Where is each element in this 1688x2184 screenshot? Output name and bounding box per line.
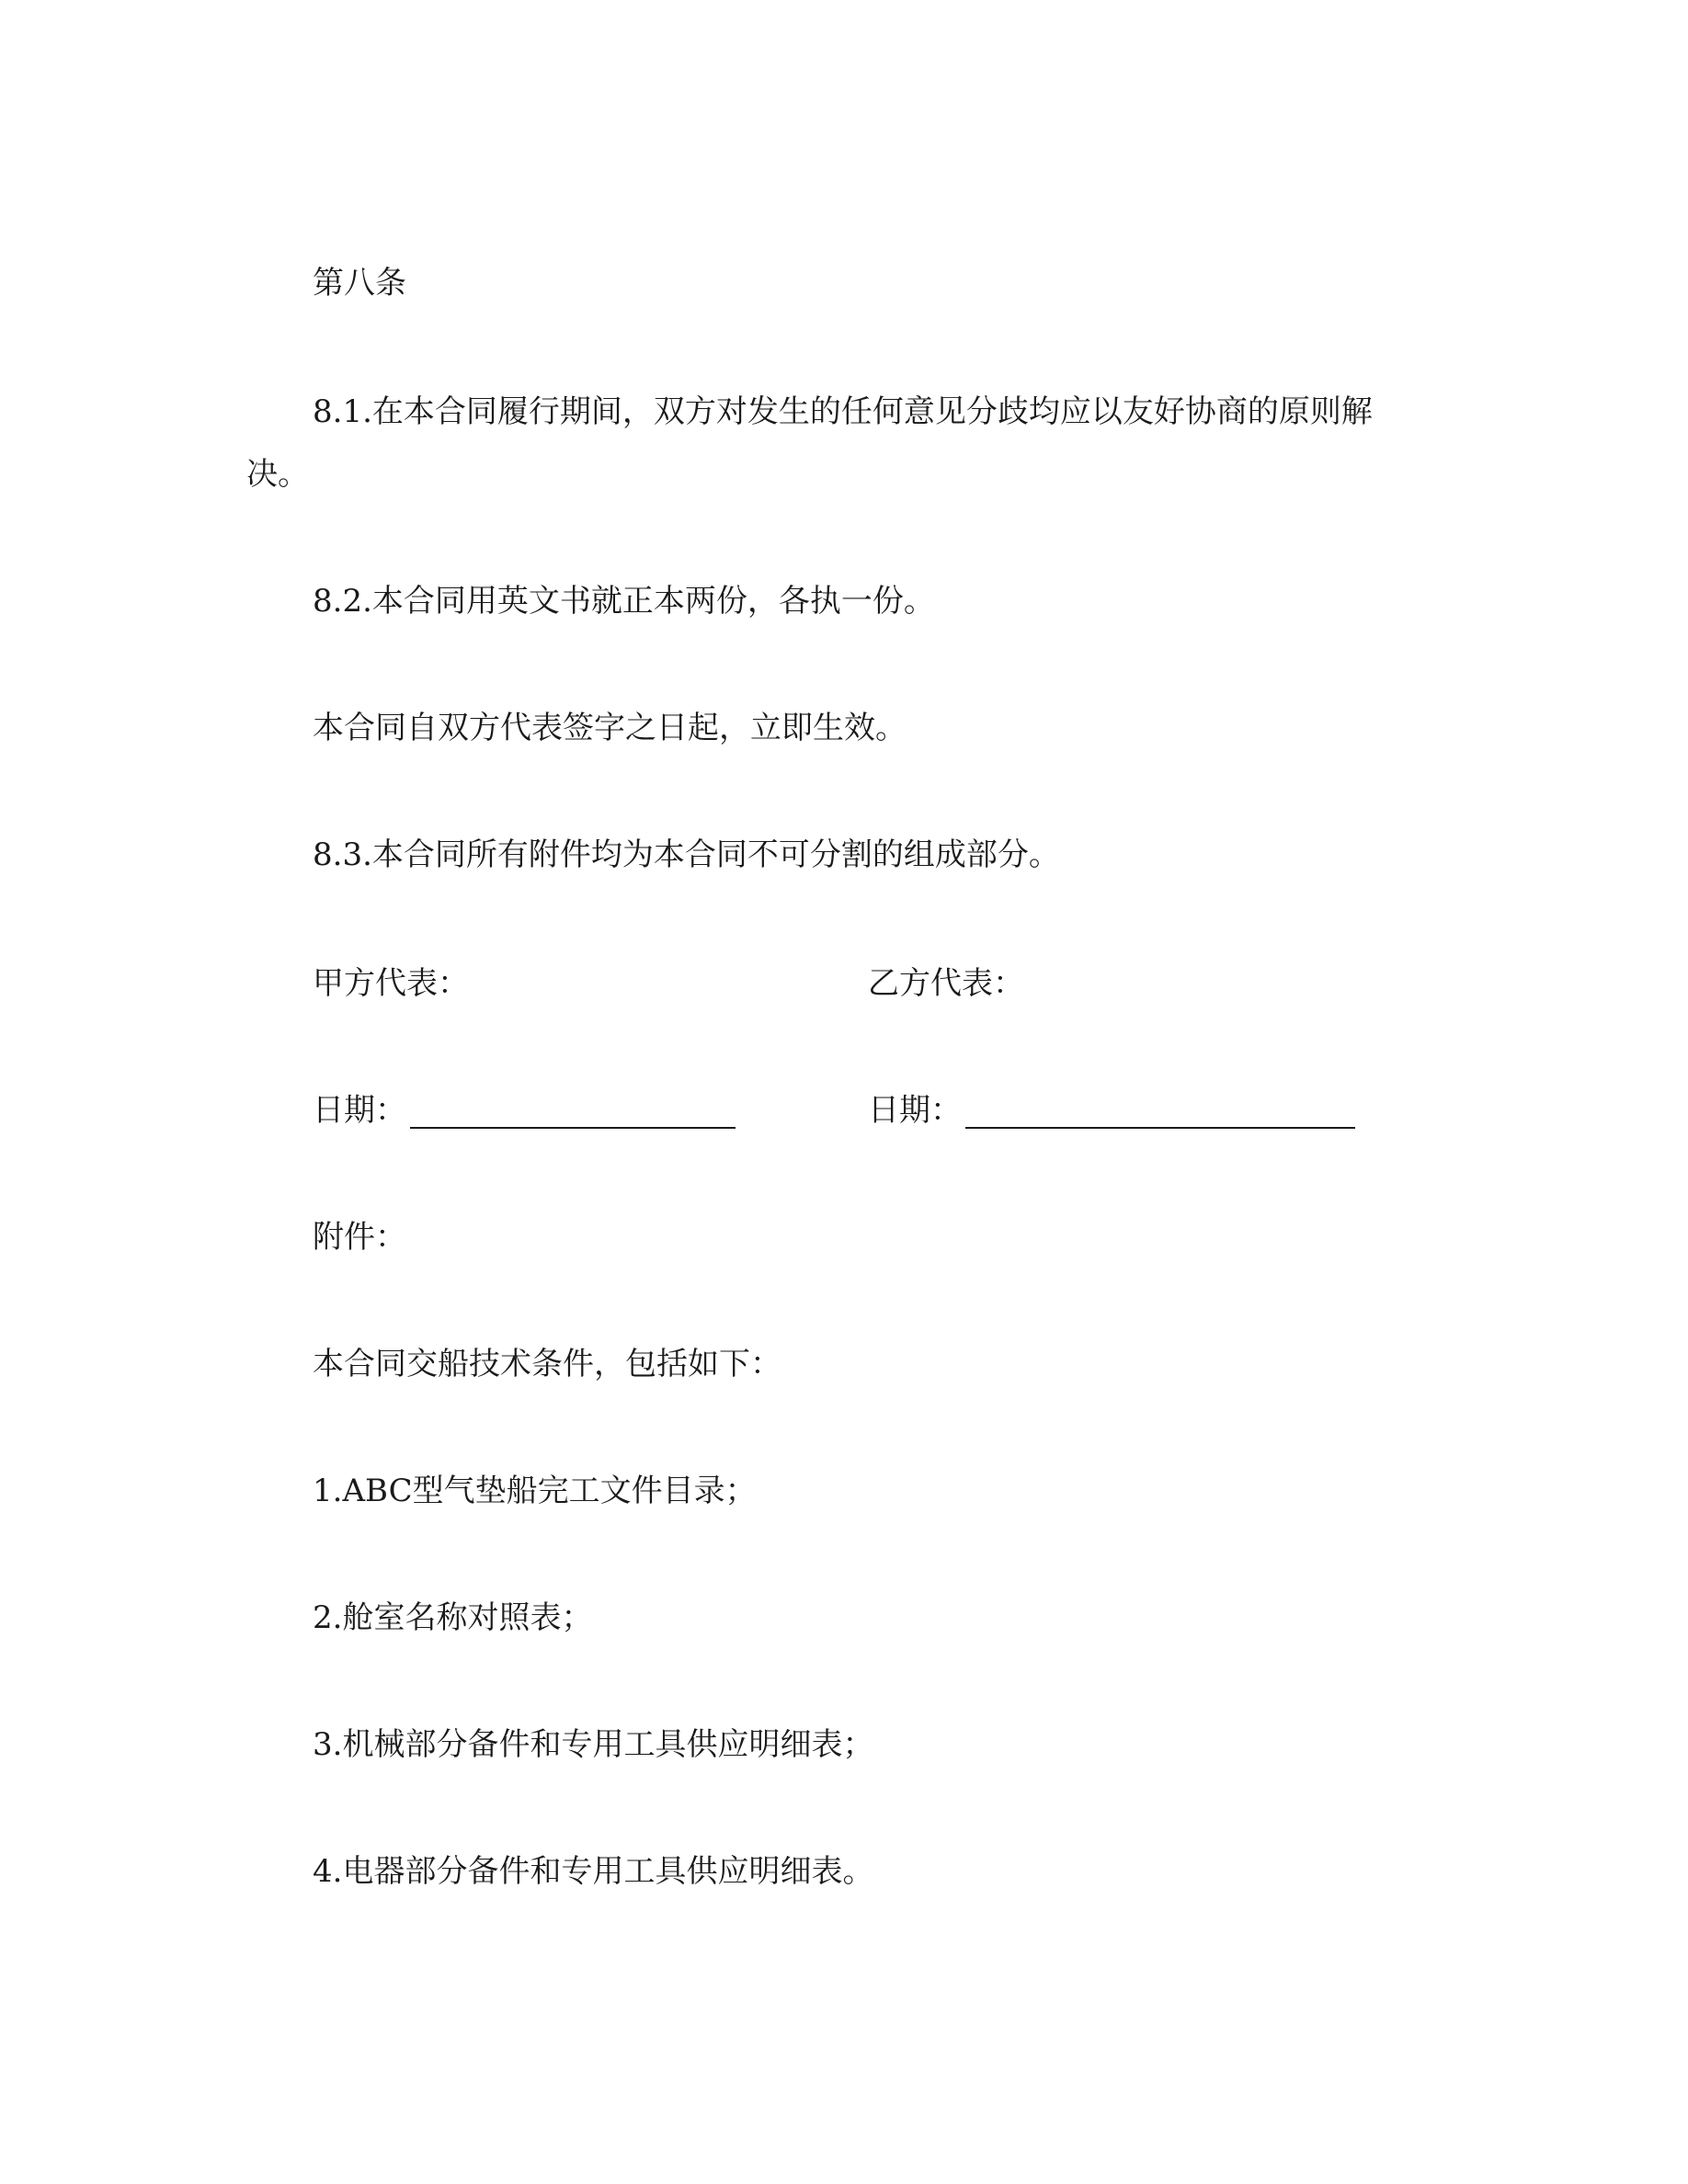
attachment-item: 2.舱室名称对照表； xyxy=(313,1599,593,1636)
clause-8-3: 8.3.本合同所有附件均为本合同不可分割的组成部分。 xyxy=(313,836,1060,873)
party-a-date-label: 日期： xyxy=(313,1092,406,1129)
effective-statement: 本合同自双方代表签字之日起，立即生效。 xyxy=(313,710,907,746)
party-a-date-field[interactable] xyxy=(410,1094,736,1129)
attachment-item: 3.机械部分备件和专用工具供应明细表； xyxy=(313,1726,874,1763)
attachment-item: 1.ABC型气垫船完工文件目录； xyxy=(313,1473,757,1509)
party-b-representative-label: 乙方代表： xyxy=(868,965,1024,1002)
attachments-label: 附件： xyxy=(313,1219,406,1256)
clause-8-1-line2: 决。 xyxy=(246,456,309,493)
clause-8-1-line1: 8.1.在本合同履行期间，双方对发生的任何意见分歧均应以友好协商的原则解 xyxy=(313,393,1373,430)
article-heading: 第八条 xyxy=(313,265,406,301)
party-b-date-field[interactable] xyxy=(965,1094,1355,1129)
attachment-item: 4.电器部分备件和专用工具供应明细表。 xyxy=(313,1853,874,1890)
clause-8-2: 8.2.本合同用英文书就正本两份，各执一份。 xyxy=(313,583,935,620)
party-b-date-label: 日期： xyxy=(868,1092,962,1129)
party-a-representative-label: 甲方代表： xyxy=(313,965,469,1002)
attachments-intro: 本合同交船技术条件，包括如下： xyxy=(313,1346,781,1382)
